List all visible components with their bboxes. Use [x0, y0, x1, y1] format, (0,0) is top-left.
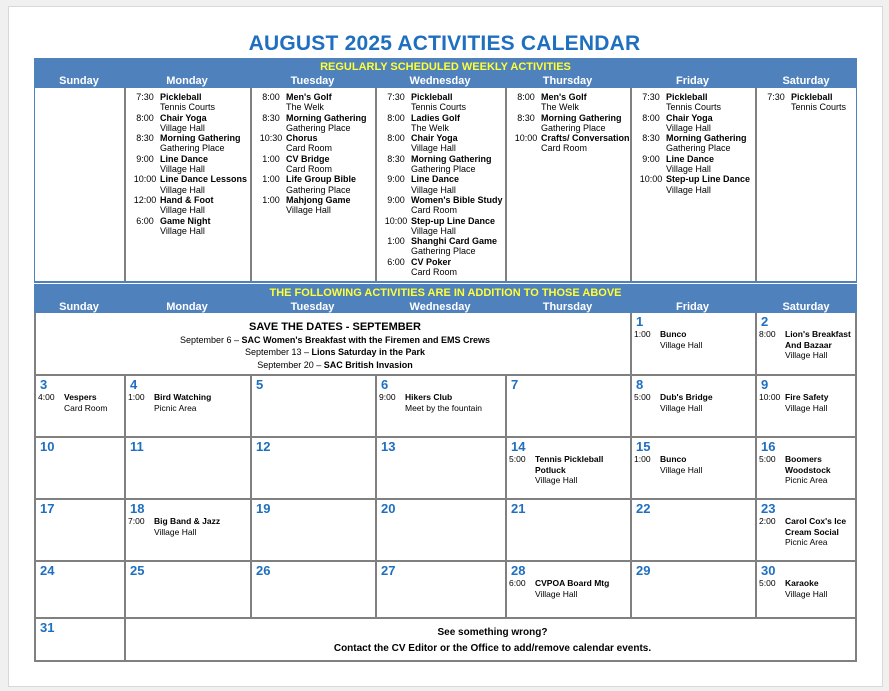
event-time: 8:00 [517, 92, 535, 102]
event-time: 1:00 [262, 153, 280, 164]
weekly-event[interactable] [381, 92, 505, 113]
day-number: 15 [636, 439, 651, 454]
event-title: Chair Yoga [160, 112, 207, 123]
event-place: Card Room [411, 205, 458, 216]
day-cell[interactable] [375, 376, 505, 436]
day-number: 31 [40, 620, 55, 635]
weekly-event[interactable] [636, 154, 755, 175]
day-number: 9 [761, 377, 769, 392]
weekly-event[interactable] [256, 174, 375, 195]
event-time: 10:00 [759, 392, 781, 402]
weekday-header: Sunday [59, 75, 99, 87]
save-title: SAC British Invasion [323, 359, 413, 370]
event-place: Tennis Courts [160, 102, 216, 113]
save-title: Lions Saturday in the Park [311, 347, 426, 357]
event-time: 1:00 [262, 194, 280, 205]
weekly-event[interactable] [511, 133, 630, 154]
event-place: Tennis Courts [411, 102, 467, 113]
day-number: 24 [40, 563, 55, 578]
event-title: Men's Golf [286, 92, 332, 102]
day-number: 14 [511, 439, 526, 454]
event-place: Village Hall [160, 164, 205, 175]
calendar-week-row [34, 619, 857, 662]
event-time: 12:00 [133, 194, 157, 205]
event-time: 7:00 [128, 516, 145, 526]
event-time: 5:00 [509, 454, 526, 464]
day-cell[interactable] [505, 438, 630, 498]
weekday-header: Tuesday [290, 75, 335, 87]
event-time: 10:00 [133, 174, 157, 185]
calendar-event[interactable] [128, 392, 250, 413]
event-title: Lion's Breakfast And Bazaar [785, 329, 851, 350]
weekly-header [34, 58, 857, 88]
event-time: 8:30 [387, 153, 405, 164]
event-time: 8:30 [642, 133, 660, 144]
event-time: 8:30 [517, 112, 535, 123]
day-number: 8 [636, 377, 644, 392]
day-number: 27 [381, 563, 396, 578]
calendar-week-row [34, 376, 857, 438]
day-cell[interactable] [250, 562, 375, 617]
event-place: Village Hall [666, 122, 711, 133]
page-title: AUGUST 2025 ACTIVITIES CALENDAR [248, 32, 641, 55]
event-place: Gathering Place [286, 184, 351, 195]
day-number: 1 [636, 314, 644, 329]
event-time: 9:00 [642, 153, 660, 164]
event-time: 2:00 [759, 516, 776, 526]
event-place: Village Hall [411, 225, 456, 236]
event-time: 8:00 [262, 92, 280, 102]
event-time: 5:00 [759, 454, 776, 464]
event-time: 8:30 [136, 133, 154, 144]
event-title: Karaoke [785, 578, 819, 588]
weekly-event[interactable] [130, 174, 250, 195]
event-title: Line Dance [666, 153, 715, 164]
weekly-event[interactable] [761, 92, 856, 113]
day-number: 25 [130, 563, 145, 578]
day-cell[interactable] [375, 438, 505, 498]
event-time: 8:00 [642, 112, 660, 123]
weekly-event[interactable] [256, 195, 375, 216]
event-title: Pickleball [411, 92, 453, 102]
weekly-event[interactable] [130, 113, 250, 134]
weekly-event[interactable] [381, 216, 505, 237]
weekly-event[interactable] [636, 113, 755, 134]
event-time: 9:00 [136, 153, 154, 164]
event-time: 8:30 [262, 112, 280, 123]
day-cell[interactable] [630, 562, 755, 617]
event-place: Village Hall [535, 588, 578, 599]
event-title: Step-up Line Dance [411, 215, 496, 226]
day-cell[interactable] [755, 438, 857, 498]
event-place: Card Room [541, 143, 588, 154]
event-time: 10:00 [384, 215, 408, 226]
correction-note [124, 619, 857, 660]
day-number: 11 [130, 439, 144, 454]
event-time: 1:00 [262, 174, 280, 185]
event-place: Meet by the fountain [405, 402, 483, 413]
event-time: 7:30 [767, 92, 785, 102]
day-cell[interactable] [34, 376, 124, 436]
day-cell[interactable] [250, 500, 375, 560]
day-cell[interactable] [34, 619, 124, 660]
day-cell[interactable] [630, 313, 755, 374]
calendar-event[interactable] [634, 454, 755, 475]
event-title: Step-up Line Dance [666, 174, 751, 185]
weekday-header: Saturday [782, 75, 830, 87]
day-number: 10 [40, 439, 55, 454]
day-number: 2 [761, 314, 769, 329]
event-title: Hikers Club [405, 392, 453, 402]
event-time: 6:00 [509, 578, 526, 588]
day-number: 12 [256, 439, 271, 454]
event-time: 1:00 [128, 392, 145, 402]
weekly-caption: REGULARLY SCHEDULED WEEKLY ACTIVITIES [320, 61, 571, 73]
event-title: Bunco [660, 329, 687, 339]
weekly-schedule [34, 88, 857, 283]
event-time: 8:00 [759, 329, 776, 339]
day-cell[interactable] [34, 438, 124, 498]
event-time: 7:30 [136, 92, 154, 102]
weekly-event[interactable] [511, 92, 630, 113]
weekday-header: Thursday [542, 301, 593, 313]
event-title: Line Dance Lessons [160, 174, 248, 185]
day-cell[interactable] [630, 376, 755, 436]
day-cell[interactable] [630, 500, 755, 560]
day-cell[interactable] [755, 313, 857, 374]
event-time: 6:00 [387, 256, 405, 267]
save-the-date-item [40, 346, 630, 359]
event-title: Tennis Pickleball Potluck [535, 454, 604, 475]
event-place: Village Hall [160, 122, 205, 133]
event-place: Village Hall [785, 402, 828, 413]
calendar-event[interactable] [379, 392, 505, 413]
event-place: The Welk [411, 122, 449, 133]
weekday-header: Wednesday [409, 301, 471, 313]
event-time: 9:00 [387, 194, 405, 205]
day-number: 23 [761, 501, 776, 516]
day-cell[interactable] [505, 500, 630, 560]
event-place: Village Hall [660, 464, 703, 475]
day-cell[interactable] [124, 500, 250, 560]
event-title: Bird Watching [154, 392, 212, 402]
event-time: 7:30 [387, 92, 405, 102]
save-date: September 6 – [179, 334, 242, 345]
day-number: 18 [130, 501, 145, 516]
weekly-event[interactable] [636, 133, 755, 154]
day-cell[interactable] [124, 438, 250, 498]
event-title: Bunco [660, 454, 687, 464]
event-place: Card Room [411, 267, 458, 278]
event-place: Village Hall [411, 143, 456, 154]
day-cell[interactable] [755, 500, 857, 560]
event-title: Boomers Woodstock [785, 454, 831, 475]
event-title: Big Band & Jazz [154, 516, 221, 526]
event-place: Village Hall [160, 205, 205, 216]
weekly-event[interactable] [381, 195, 505, 216]
calendar-week-row [34, 562, 857, 619]
weekly-event[interactable] [130, 133, 250, 154]
event-time: 1:00 [634, 454, 651, 464]
day-cell[interactable] [250, 376, 375, 436]
day-cell[interactable] [34, 500, 124, 560]
event-title: Crafts/ Conversation [541, 133, 630, 144]
event-title: Chair Yoga [411, 133, 458, 144]
calendar-event[interactable] [759, 578, 855, 599]
day-number: 16 [761, 439, 776, 454]
day-number: 4 [130, 377, 138, 392]
calendar-event[interactable] [38, 392, 124, 413]
event-title: Game Night [160, 215, 211, 226]
event-time: 10:00 [639, 174, 663, 185]
event-time: 8:00 [387, 133, 405, 144]
event-title: Pickleball [791, 92, 833, 102]
event-title: Morning Gathering [286, 112, 367, 123]
day-cell[interactable] [124, 562, 250, 617]
event-title: Carol Cox's Ice Cream Social [785, 516, 847, 537]
event-place: The Welk [286, 102, 324, 113]
note-line-2: Contact the CV Editor or the Office to add/remove calendar events. [333, 642, 652, 654]
calendar-event[interactable] [509, 454, 630, 486]
weekly-day-column [34, 88, 124, 281]
weekly-day-column [630, 88, 755, 281]
day-cell[interactable] [375, 500, 505, 560]
day-number: 6 [381, 377, 389, 392]
event-place: Village Hall [154, 526, 197, 537]
weekly-event[interactable] [130, 154, 250, 175]
weekday-header: Sunday [59, 301, 99, 313]
event-title: Pickleball [160, 92, 202, 102]
weekly-event[interactable] [381, 154, 505, 175]
monthly-caption: THE FOLLOWING ACTIVITIES ARE IN ADDITION TO THOSE ABOVE [269, 287, 622, 299]
day-number: 7 [511, 377, 519, 392]
event-time: 1:00 [387, 236, 405, 247]
day-number: 30 [761, 563, 776, 578]
weekday-header: Monday [166, 75, 208, 87]
day-cell[interactable] [250, 438, 375, 498]
weekly-event[interactable] [381, 257, 505, 278]
event-title: Morning Gathering [160, 133, 241, 144]
event-place: Gathering Place [286, 122, 351, 133]
event-place: Village Hall [666, 164, 711, 175]
weekly-event[interactable] [256, 154, 375, 175]
day-number: 22 [636, 501, 651, 516]
event-place: Picnic Area [154, 402, 197, 413]
weekday-header: Wednesday [409, 75, 471, 87]
event-time: 10:30 [259, 133, 283, 144]
event-place: Gathering Place [666, 143, 731, 154]
calendar-week-row [34, 500, 857, 562]
weekly-day-column [375, 88, 505, 281]
weekly-event[interactable] [381, 113, 505, 134]
event-place: Village Hall [411, 184, 456, 195]
save-date: September 20 – [257, 359, 324, 370]
event-title: Men's Golf [541, 92, 587, 102]
calendar-event[interactable] [759, 392, 855, 413]
weekly-event[interactable] [130, 195, 250, 216]
event-time: 7:30 [642, 92, 660, 102]
weekly-event[interactable] [130, 92, 250, 113]
day-number: 17 [40, 501, 55, 516]
day-number: 21 [511, 501, 526, 516]
event-place: Village Hall [660, 339, 703, 350]
save-the-date-item [40, 359, 630, 372]
event-title: CV Poker [411, 256, 452, 267]
note-line-1: See something wrong? [437, 627, 548, 638]
weekday-header: Monday [166, 301, 208, 313]
day-cell[interactable] [505, 376, 630, 436]
event-place: Card Room [64, 402, 108, 413]
event-place: Gathering Place [411, 164, 476, 175]
save-date: September 13 – [244, 347, 312, 357]
event-title: Hand & Foot [160, 194, 214, 205]
day-number: 19 [256, 501, 271, 516]
weekly-event[interactable] [636, 174, 755, 195]
event-place: Picnic Area [785, 475, 828, 485]
weekly-event[interactable] [381, 236, 505, 257]
event-title: Morning Gathering [666, 133, 747, 144]
event-title: Line Dance [160, 153, 209, 164]
event-title: Morning Gathering [411, 153, 492, 164]
event-place: Village Hall [286, 205, 331, 216]
weekly-event[interactable] [256, 113, 375, 134]
weekly-event[interactable] [381, 133, 505, 154]
weekly-event[interactable] [511, 113, 630, 134]
weekly-event[interactable] [256, 92, 375, 113]
event-title: Shanghi Card Game [411, 236, 498, 247]
weekday-header: Friday [675, 301, 709, 313]
weekly-day-column [124, 88, 250, 281]
event-title: Women's Bible Study [411, 194, 503, 205]
day-cell[interactable] [375, 562, 505, 617]
weekday-header: Saturday [782, 301, 830, 313]
day-number: 28 [511, 563, 526, 578]
event-time: 10:00 [514, 133, 538, 144]
calendar-week-row [34, 438, 857, 500]
event-title: Fire Safety [785, 392, 829, 402]
calendar-event[interactable] [759, 329, 855, 361]
day-cell[interactable] [34, 562, 124, 617]
event-title: Chorus [286, 133, 318, 144]
weekly-event[interactable] [381, 174, 505, 195]
save-the-dates-heading: SAVE THE DATES - SEPTEMBER [249, 321, 421, 333]
event-place: Village Hall [160, 184, 205, 195]
event-time: 5:00 [634, 392, 651, 402]
event-place: Tennis Courts [791, 102, 847, 113]
event-time: 9:00 [387, 174, 405, 185]
event-place: Village Hall [785, 588, 828, 599]
day-number: 26 [256, 563, 271, 578]
event-title: Vespers [64, 392, 97, 402]
event-time: 9:00 [379, 392, 396, 402]
day-cell[interactable] [505, 562, 630, 617]
day-cell[interactable] [755, 376, 857, 436]
calendar-event[interactable] [509, 578, 630, 599]
weekday-header: Tuesday [290, 301, 335, 313]
weekly-day-column [505, 88, 630, 281]
save-the-date-item [40, 334, 630, 347]
weekly-day-column [250, 88, 375, 281]
event-place: Village Hall [660, 402, 703, 413]
event-place: Card Room [286, 143, 333, 154]
event-place: Gathering Place [541, 122, 606, 133]
calendar-event[interactable] [634, 329, 755, 350]
weekday-header: Friday [675, 75, 709, 87]
weekly-event[interactable] [256, 133, 375, 154]
event-place: Village Hall [785, 350, 828, 360]
weekday-header: Thursday [542, 75, 593, 87]
event-title: CVPOA Board Mtg [535, 578, 610, 588]
calendar-event[interactable] [759, 454, 855, 486]
event-place: Picnic Area [785, 537, 828, 547]
day-number: 3 [40, 377, 48, 392]
event-title: Mahjong Game [286, 194, 351, 205]
event-time: 8:00 [136, 112, 154, 123]
event-place: Village Hall [160, 225, 205, 236]
event-time: 6:00 [136, 215, 154, 226]
event-time: 4:00 [38, 392, 55, 402]
event-title: Chair Yoga [666, 112, 713, 123]
day-cell[interactable] [755, 562, 857, 617]
calendar-event[interactable] [634, 392, 755, 413]
event-place: Gathering Place [160, 143, 225, 154]
day-number: 20 [381, 501, 396, 516]
calendar-event[interactable] [759, 516, 855, 548]
event-place: Card Room [286, 164, 333, 175]
calendar-week-row [34, 313, 857, 376]
event-place: Village Hall [535, 475, 578, 485]
event-title: Line Dance [411, 174, 460, 185]
weekly-event[interactable] [636, 92, 755, 113]
save-the-dates [34, 313, 630, 374]
monthly-header [34, 284, 857, 313]
weekly-day-column [755, 88, 857, 281]
event-title: Pickleball [666, 92, 708, 102]
calendar-event[interactable] [128, 516, 250, 537]
event-place: Village Hall [666, 184, 711, 195]
event-title: CV Bridge [286, 153, 330, 164]
event-title: Life Group Bible [286, 174, 357, 185]
event-place: The Welk [541, 102, 579, 113]
event-title: Morning Gathering [541, 112, 622, 123]
event-title: Ladies Golf [411, 112, 461, 123]
day-number: 13 [381, 439, 396, 454]
event-time: 1:00 [634, 329, 651, 339]
day-cell[interactable] [124, 376, 250, 436]
monthly-calendar [34, 313, 857, 662]
event-time: 8:00 [387, 112, 405, 123]
day-number: 29 [636, 563, 651, 578]
weekly-event[interactable] [130, 216, 250, 237]
event-title: Dub's Bridge [660, 392, 713, 402]
event-time: 5:00 [759, 578, 776, 588]
day-number: 5 [256, 377, 264, 392]
event-place: Gathering Place [411, 246, 476, 257]
save-title: SAC Women's Breakfast with the Firemen and EMS Crews [241, 334, 491, 345]
day-cell[interactable] [630, 438, 755, 498]
event-place: Tennis Courts [666, 102, 722, 113]
